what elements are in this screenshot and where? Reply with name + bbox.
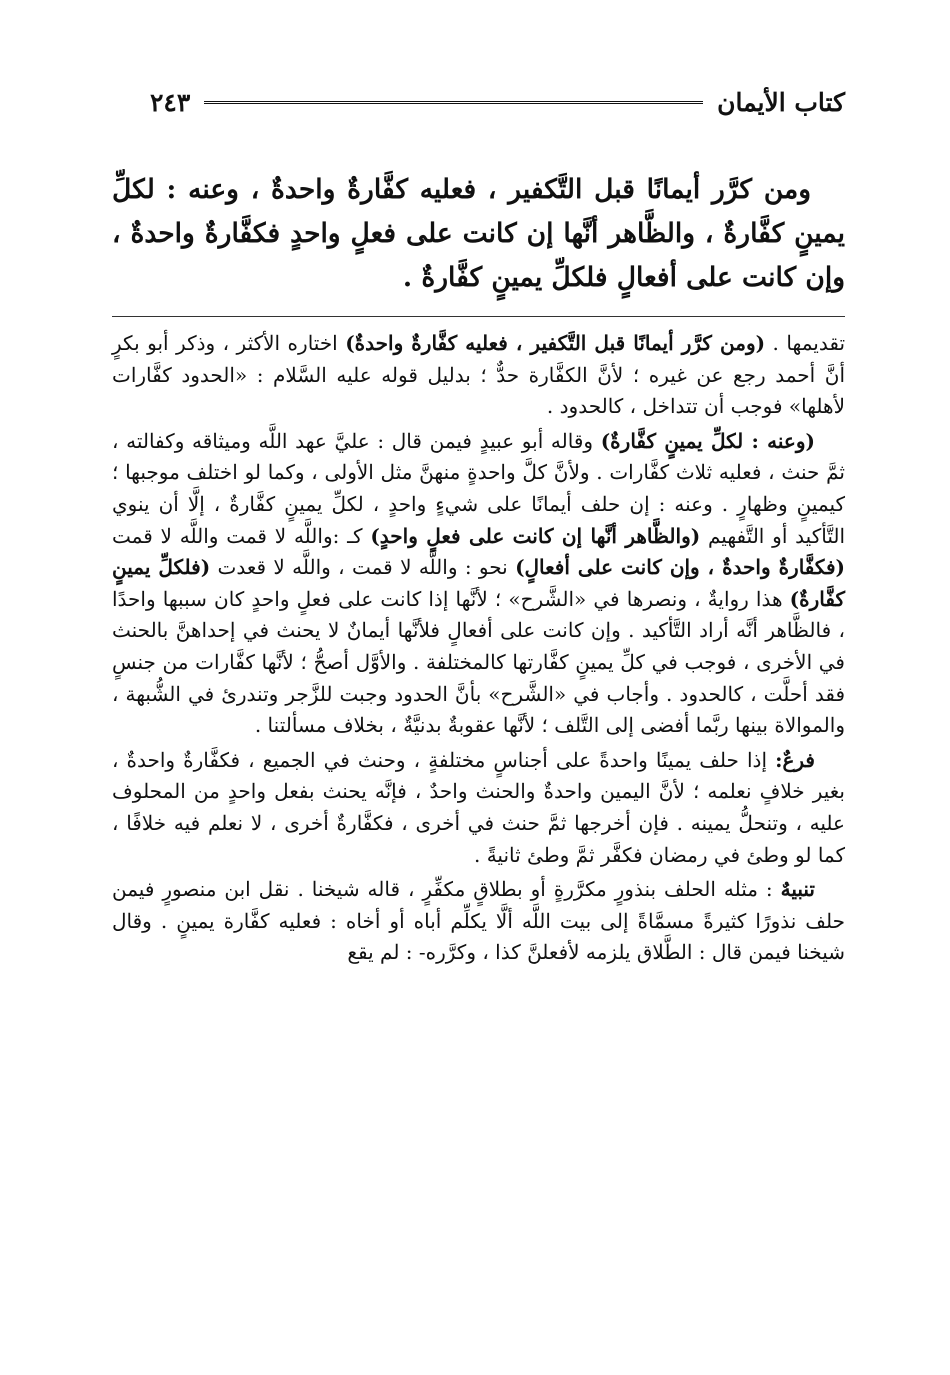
commentary-paragraph-4: تنبيهٌ : مثله الحلف بنذورٍ مكرَّرةٍ أو بطلاقٍ مكفِّرٍ ، قاله شيخنا . نقل ابن منصورٍ فيمن حلف نذورًا كثيرةً مسمَّاةً إلى بيت اللَّه ألَّا يكلِّم أباه أو أخاه : فعليه كفَّارة يمينٍ . وقال شيخنا فيمن قال : الطَّلاق يلزمه لأفعلنَّ كذا ، وكرَّره- : لم يقع [112,877,845,965]
commentary-block [112,328,845,972]
quoted-matn: (فكفَّارةٌ واحدةٌ ، وإن كانت على أفعالٍ) [515,555,845,580]
section-label-tanbih: تنبيهٌ [780,877,815,902]
commentary-paragraph-3: فرعٌ: إذا حلف يمينًا واحدةً على أجناسٍ مختلفةٍ ، وحنث في الجميع ، فكفَّارةٌ واحدةٌ ، بغير خلافٍ نعلمه ؛ لأنَّ اليمين واحدةٌ والحنث واحدٌ ، فإنَّه يحنث بفعل واحدٍ من المحلوف عليه ، وتنحلُّ يمينه . فإن أخرجها ثمَّ حنث في أخرى ، فكفَّارةٌ أخرى ، لا نعلم فيه خلافًا ، كما لو وطئ في رمضان فكفَّر ثمَّ وطئ ثانيةً . [112,747,845,867]
main-text-block [112,168,845,300]
quoted-matn: (وعنه : لكلِّ يمينٍ كفَّارةٌ) [600,428,815,453]
quoted-matn: (والظَّاهر أنَّها إن كانت على فعلٍ واحدٍ) [370,523,701,548]
chapter-title: كتاب الأيمان [717,87,845,117]
commentary-paragraph-2: (وعنه : لكلِّ يمينٍ كفَّارةٌ) وقاله أبو عبيدٍ فيمن قال : عليَّ عهد اللَّه وميثاقه وكفالته ، ثمَّ حنث ، فعليه ثلاث كفَّارات . ولأنَّ كلَّ واحدةٍ منهنَّ مثل الأولى ، وكما لو اختلف موجبها ؛ كيمينٍ وظهارٍ . وعنه : إن حلف أيمانًا على شيءٍ واحدٍ ، لكلِّ يمينٍ كفَّارةٌ ، إلَّا أن ينوي التَّأكيد أو التَّفهيم (والظَّاهر أنَّها إن كانت على فعلٍ واحدٍ) كـ :واللَّه لا قمت واللَّه لا قمت (فكفَّارةٌ واحدةٌ ، وإن كانت على أفعالٍ) نحو : واللَّه لا قمت ، واللَّه لا قعدت (فلكلِّ يمينٍ كفَّارةٌ) هذا روايةٌ ، ونصرها في «الشَّرح» ؛ لأنَّها إذا كانت على فعلٍ واحدٍ كان سببها واحدًا ، فالظَّاهر أنَّه أراد التَّأكيد . وإن كانت على أفعالٍ فلأنَّها أيمانٌ لا يحنث في إحداهنَّ بالحنث في الأخرى ، فوجب في كلِّ يمينٍ كفَّارتها كالمختلفة . والأوَّل أصحُّ ؛ لأنَّها كفَّارات من جنسٍ فقد أحلَّت ، كالحدود . وأجاب في «الشَّرح» بأنَّ الحدود وجبت للزَّجر وتندرئ في الشُّبهة ، والموالاة بينها ربَّما أفضى إلى التَّلف ؛ لأنَّها عقوبةٌ بدنيَّةٌ ، بخلاف مسألتنا . [112,428,846,738]
quoted-matn: (فلكلِّ يمينٍ كفَّارةٌ) [112,555,845,611]
header-rule [190,101,717,104]
page-number: ٢٤٣ [150,87,191,117]
section-label-far: فرعٌ: [775,747,815,772]
main-text: ومن كرَّر أيمانًا قبل التَّكفير ، فعليه كفَّارةٌ واحدةٌ ، وعنه : لكلِّ يمينٍ كفَّارةٌ ، والظَّاهر أنَّها إن كانت على فعلٍ واحدٍ فكفَّارةٌ واحدةٌ ، وإن كانت على أفعالٍ فلكلِّ يمينٍ كفَّارةٌ . [112,174,845,293]
quoted-matn: (ومن كرَّر أيمانًا قبل التَّكفير ، فعليه كفَّارةٌ واحدةٌ) [345,331,766,355]
running-header [150,82,845,122]
text-divider [112,316,845,317]
commentary-paragraph-1: تقديمها . (ومن كرَّر أيمانًا قبل التَّكفير ، فعليه كفَّارةٌ واحدةٌ) اختاره الأكثر ، وذكر أبو بكرٍ أنَّ أحمد رجع عن غيره ؛ لأنَّ الكفَّارة حدٌّ ؛ بدليل قوله عليه السَّلام : «الحدود كفَّارات لأهلها» فوجب أن تتداخل ، كالحدود . [112,331,846,419]
